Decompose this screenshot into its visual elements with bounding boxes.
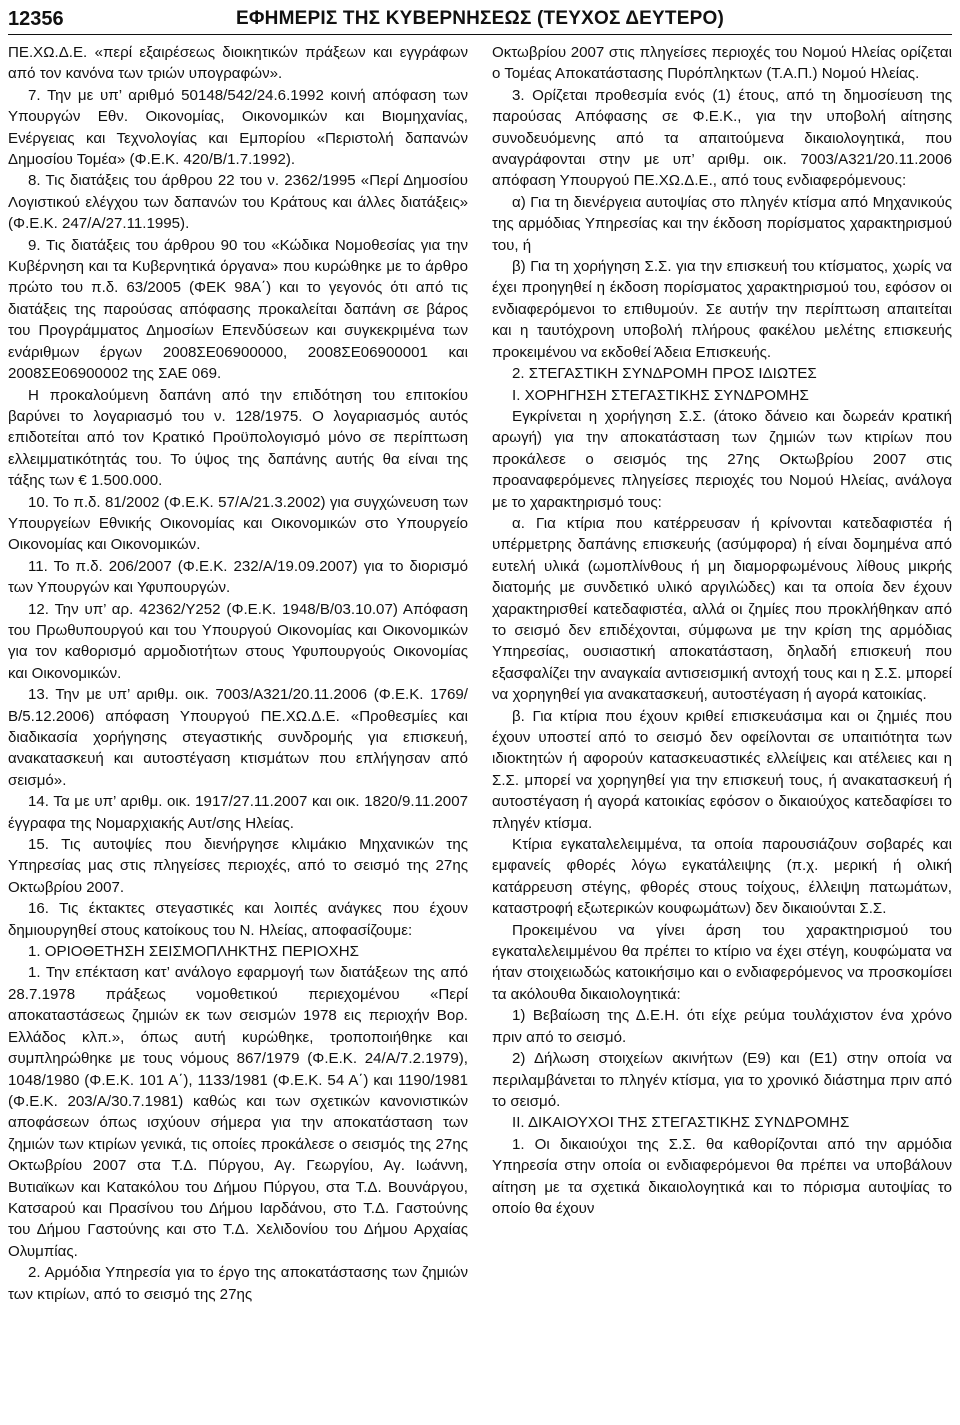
paragraph: α. Για κτίρια που κατέρρευσαν ή κρίνονται κατεδαφιστέα ή υπέρμετρης δαπάνης επισκευής (ασύμφορα) ή είναι δομημένα από ευτελή υλικά (ωμοπλίνθους ή μη διαμορφωμένους λίθους μικρής διατομής με συνδετικό υλικό αργιλώδες) και τα οποία δεν έχουν χαρακτηρισθεί κατεδαφιστέα, αλλά οι ζημίες που προκλήθηκαν από το σεισμό δεν επιδέχονται, σύμφωνα με την κρίση της αρμόδιας Υπηρεσίας, ουσιαστική αποκατάσταση, δηλαδή επισκευή που εξασφαλίζει την αναγκαία αντισεισμική αντοχή τους και η Σ.Σ. μπορεί να χορηγηθεί για ανακατασκευή, αυτοστέγαση ή αγορά κατοικίας.: [492, 514, 952, 704]
paragraph: 1) Βεβαίωση της Δ.Ε.Η. ότι είχε ρεύμα τουλάχιστον ένα χρόνο πριν από το σεισμό.: [492, 1007, 952, 1046]
paragraph: Η προκαλούμενη δαπάνη από την επιδότηση του επιτοκίου βαρύνει το λογαριασμό του ν. 128/1975. Ο λογαριασμός αυτός επιδοτείται από τον Κρατικό Προϋπολογισμό μόνο σε περίπτωση ελλειμματικότητάς του. Το ύψος της δαπάνης αυτής θα είναι της τάξης των € 1.500.000.: [8, 386, 468, 490]
section-heading: 2. ΣΤΕΓΑΣΤΙΚΗ ΣΥΝΔΡΟΜΗ ΠΡΟΣ ΙΔΙΩΤΕΣ: [512, 365, 817, 383]
paragraph: 12. Την υπ’ αρ. 42362/Υ252 (Φ.Ε.Κ. 1948/Β/03.10.07) Απόφαση του Πρωθυπουργού και του Υπουργού Οικονομίας και Οικονομικών για τον καθορισμό αρμοδιοτήτων στους Υφυπουργούς Οικονομίας και Οικονομικών.: [8, 600, 468, 682]
paragraph: Κτίρια εγκαταλελειμμένα, τα οποία παρουσιάζουν σοβαρές και εμφανείς φθορές λόγω εγκατάλειψης (π.χ. μερική ή ολική κατάρρευση στέγης, φθορές στους τοίχους, έλλειψη πατωμάτων, καταστροφή εξωτερικών κουφωμάτων) δεν δικαιούνται Σ.Σ.: [492, 836, 952, 918]
paragraph: 15. Τις αυτοψίες που διενήργησε κλιμάκιο Μηχανικών της Υπηρεσίας μας στις πληγείσες περιοχές, από το σεισμό της 27ης Οκτωβρίου 2007.: [8, 836, 468, 896]
paragraph: 8. Τις διατάξεις του άρθρου 22 του ν. 2362/1995 «Περί Δημοσίου Λογιστικού ελέγχου των δαπανών του Κράτους και άλλες διατάξεις» (Φ.Ε.Κ. 247/Α/27.11.1995).: [8, 172, 468, 233]
paragraph: 13. Την με υπ’ αριθμ. οικ. 7003/Α321/20.11.2006 (Φ.Ε.Κ. 1769/Β/5.12.2006) απόφαση Υπουργού ΠΕ.ΧΩ.Δ.Ε. «Προθεσμίες και διαδικασία χορήγησης στεγαστικής συνδρομής για επισκευή, ανακατασκευή και αυτοστέγαση κτισμάτων που επλήγησαν από σεισμό».: [8, 686, 468, 789]
paragraph: 2) Δήλωση στοιχείων ακινήτων (Ε9) και (Ε1) στην οποία να περιλαμβάνεται το πληγέν κτίσμα, για το χρονικό διάστημα πριν από το σεισμό.: [492, 1050, 952, 1110]
paragraph: 2. Αρμόδια Υπηρεσία για το έργο της αποκατάστασης των ζημιών των κτιρίων, από το σεισμό της 27ης: [8, 1264, 468, 1303]
paragraph: ΠΕ.ΧΩ.Δ.Ε. «περί εξαιρέσεως διοικητικών πράξεων και εγγράφων από τον κανόνα των τριών υπογραφών».: [8, 44, 468, 83]
paragraph: 1. Την επέκταση κατ’ ανάλογο εφαρμογή των διατάξεων της από 28.7.1978 πράξεως νομοθετικού περιεχομένου «Περί αποκαταστάσεως ζημιών εκ των σεισμών 1978 εις περιοχήν Βορ. Ελλάδος κλπ.», όπως αυτή κυρώθηκε, τροποποιήθηκε και συμπληρώθηκε με τους νόμους 867/1979 (Φ.Ε.Κ. 24/Α/7.2.1979), 1048/1980 (Φ.Ε.Κ. 101 Α΄), 1133/1981 (Φ.Ε.Κ. 54 Α΄) και 1190/1981 (Φ.Ε.Κ. 203/Α/30.7.1981) καθώς και των σχετικών κανονιστικών αποφάσεων όπως ισχύουν σήμερα για την αποκατάσταση των ζημιών των κτιρίων γενικά, τις οποίες προκάλεσε ο σεισμός της 27ης Οκτωβρίου 2007 στα Τ.Δ. Πύργου, Αγ. Γεωργίου, Αγ. Ιωάννη, Βυτιαϊκων και Κατακόλου του Δήμου Πύργου, στα Τ.Δ. Βουνάργου, Κατσαρού και Πρασίνου του Δήμου Ιαρδάνου, στο Τ.Δ. Γαστούνης του Δήμου Γαστούνης και στο Τ.Δ. Χελιδονίου του Δήμου Αρχαίας Ολυμπίας.: [8, 964, 468, 1260]
page-header: [8, 4, 952, 35]
paragraph: β) Για τη χορήγηση Σ.Σ. για την επισκευή του κτίσματος, χωρίς να έχει προηγηθεί η έκδοση πορίσματος χαρακτηρισμού του, εφόσον οι ενδιαφερόμενοι το επιθυμούν. Σε αυτήν την περίπτωση απαιτείται και η ταυτόχρονη υποβολή πλήρους φακέλου μελέτης επισκευής προκειμένου να εκδοθεί Άδεια Επισκευής.: [492, 258, 952, 361]
gazette-title: ΕΦΗΜΕΡΙΣ ΤΗΣ ΚΥΒΕΡΝΗΣΕΩΣ (ΤΕΥΧΟΣ ΔΕΥΤΕΡΟ): [236, 8, 724, 29]
paragraph: 1. Οι δικαιούχοι της Σ.Σ. θα καθορίζονται από την αρμόδια Υπηρεσία στην οποία οι ενδιαφερόμενοι θα πρέπει να υποβάλουν αίτηση με τα σχετικά δικαιολογητικά και το πόρισμα αυτοψίας το οποίο θα έχουν: [492, 1135, 952, 1217]
paragraph: Προκειμένου να γίνει άρση του χαρακτηρισμού του εγκαταλελειμμένου θα πρέπει το κτίριο να έχει στέγη, κουφώματα να ήταν στοιχειωδώς κατοικήσιμο και ο ενδιαφερόμενος να προσκομίσει τα ακόλουθα δικαιολογητικά:: [492, 921, 952, 1003]
left-column: [8, 42, 468, 1305]
paragraph: 9. Τις διατάξεις του άρθρου 90 του «Κώδικα Νομοθεσίας για την Κυβέρνηση και τα Κυβερνητικά όργανα» που κυρώθηκε με το άρθρο πρώτο του π.δ. 63/2005 (ΦΕΚ 98Α΄) και το γεγονός ότι από τις διατάξεις της παρούσας απόφασης προκαλείται δαπάνη σε βάρος του Προγράμματος Δημοσίων Επενδύσεων και συγκεκριμένα των ενάριθμων έργων 2008ΣΕ06900000, 2008ΣΕ06900001 και 2008ΣΕ06900002 της ΣΑΕ 069.: [8, 236, 468, 383]
subsection-heading: Ι. ΧΟΡΗΓΗΣΗ ΣΤΕΓΑΣΤΙΚΗΣ ΣΥΝΔΡΟΜΗΣ: [512, 386, 809, 404]
paragraph: β. Για κτίρια που έχουν κριθεί επισκευάσιμα και οι ζημιές που έχουν υποστεί από το σεισμό δεν οφείλονται σε υπαιτιότητα των ιδιοκτητών ή αφορούν κατασκευαστικές ελλείψεις και ατέλειες και η Σ.Σ. μπορεί να χορηγηθεί για την επισκευή τους, ή ανακατασκευή ή αυτοστέγαση ή αγορά κατοικίας εφόσον ο δικαιούχος κατεδαφίσει το πληγέν κτίσμα.: [492, 707, 952, 832]
page-number: 12356: [8, 7, 64, 30]
paragraph: Εγκρίνεται η χορήγηση Σ.Σ. (άτοκο δάνειο και δωρεάν κρατική αρωγή) για την αποκατάσταση των ζημιών των κτιρίων που προκάλεσε ο σεισμός της 27ης Οκτωβρίου 2007 στις προαναφερόμενες πληγείσες περιοχές του Νομού Ηλείας, ανάλογα με το χαρακτηρισμό τους:: [492, 407, 952, 511]
paragraph: 3. Ορίζεται προθεσμία ενός (1) έτους, από τη δημοσίευση της παρούσας Απόφασης σε Φ.Ε.Κ., για την υποβολή αίτησης συνοδευόμενης από τα απαιτούμενα δικαιολογητικά, που αναγράφονται στην με υπ’ αριθμ. οικ. 7003/Α321/20.11.2006 απόφαση Υπουργού ΠΕ.ΧΩ.Δ.Ε., από τους ενδιαφερόμενους:: [492, 86, 952, 190]
paragraph: 14. Τα με υπ’ αριθμ. οικ. 1917/27.11.2007 και οικ. 1820/9.11.2007 έγγραφα της Νομαρχιακής Αυτ/σης Ηλείας.: [8, 793, 468, 832]
paragraph: 7. Την με υπ’ αριθμό 50148/542/24.6.1992 κοινή απόφαση των Υπουργών Εθν. Οικονομίας, Οικονομικών και Βιομηχανίας, Ενέργειας και Τεχνολογίας και Εμπορίου «Περιστολή δαπανών Δημοσίου Τομέα» (Φ.Ε.Κ. 420/Β/1.7.1992).: [8, 86, 468, 169]
right-column: [492, 42, 952, 1219]
paragraph: 11. Το π.δ. 206/2007 (Φ.Ε.Κ. 232/Α/19.09.2007) για το διορισμό των Υπουργών και Υφυπουργών.: [8, 557, 468, 597]
paragraph: α) Για τη διενέργεια αυτοψίας στο πληγέν κτίσμα από Μηχανικούς της αρμόδιας Υπηρεσίας και την έκδοση πορίσματος χαρακτηρισμού του, ή: [492, 193, 952, 254]
paragraph: 10. Το π.δ. 81/2002 (Φ.Ε.Κ. 57/Α/21.3.2002) για συγχώνευση των Υπουργείων Εθνικής Οικονομίας και Οικονομικών στο Υπουργείο Οικονομίας και Οικονομικών.: [8, 493, 468, 554]
section-heading: 1. ΟΡΙΟΘΕΤΗΣΗ ΣΕΙΣΜΟΠΛΗΚΤΗΣ ΠΕΡΙΟΧΗΣ: [28, 943, 359, 961]
subsection-heading: ΙΙ. ΔΙΚΑΙΟΥΧΟΙ ΤΗΣ ΣΤΕΓΑΣΤΙΚΗΣ ΣΥΝΔΡΟΜΗΣ: [512, 1114, 850, 1132]
paragraph: 16. Τις έκτακτες στεγαστικές και λοιπές ανάγκες που έχουν δημιουργηθεί στους κατοίκους του Ν. Ηλείας, αποφασίζουμε:: [8, 900, 468, 939]
paragraph: Οκτωβρίου 2007 στις πληγείσες περιοχές του Νομού Ηλείας ορίζεται ο Τομέας Αποκατάστασης Πυρόπληκτων (Τ.Α.Π.) Νομού Ηλείας.: [492, 44, 952, 83]
